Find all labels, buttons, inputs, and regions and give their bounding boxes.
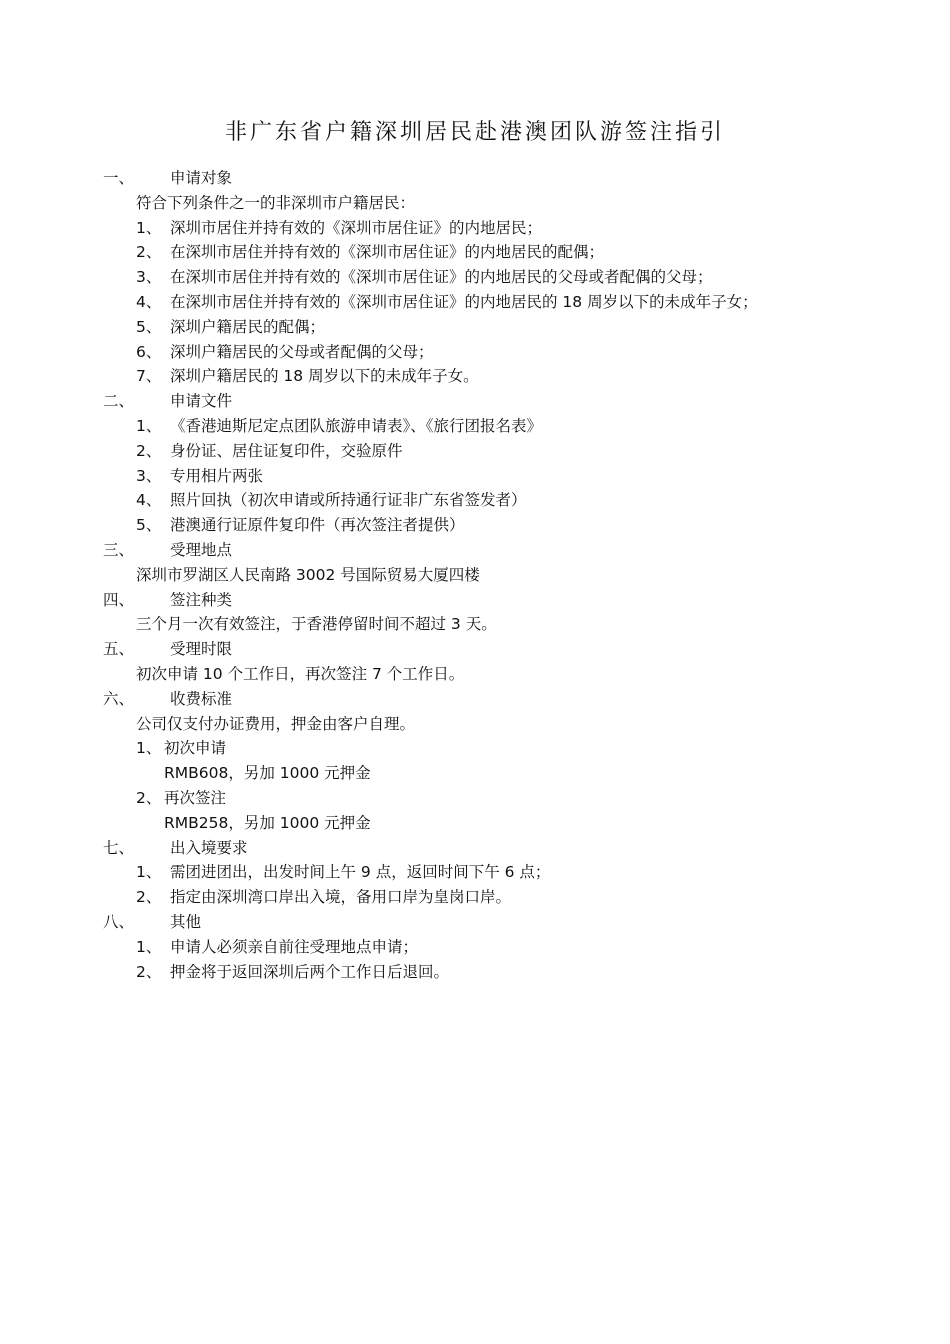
section-number: 二、 — [103, 392, 135, 411]
list-item — [0, 240, 950, 265]
section-heading — [0, 588, 950, 613]
item-text: 《香港迪斯尼定点团队旅游申请表》、《旅行团报名表》 — [170, 416, 543, 435]
section-heading — [0, 538, 950, 563]
item-text: 申请人必须亲自前往受理地点申请； — [170, 937, 419, 956]
item-number: 5、 — [136, 516, 162, 535]
section-title: 收费标准 — [170, 689, 233, 708]
fee-label: 再次签注 — [164, 788, 227, 807]
list-item — [0, 935, 950, 960]
item-number: 4、 — [136, 292, 162, 311]
section-title: 受理时限 — [170, 640, 233, 659]
section-heading — [0, 836, 950, 861]
section-number: 四、 — [103, 590, 135, 609]
section-title: 签注种类 — [170, 590, 233, 609]
item-text: 在深圳市居住并持有效的《深圳市居住证》的内地居民的配偶； — [170, 243, 605, 262]
list-item — [0, 513, 950, 538]
paragraph — [0, 712, 950, 737]
section-title: 受理地点 — [170, 540, 233, 559]
paragraph — [0, 563, 950, 588]
section-heading — [0, 166, 950, 191]
item-number: 2、 — [136, 888, 162, 907]
fee-amount-line — [0, 761, 950, 786]
item-number: 2、 — [136, 962, 162, 981]
item-number: 1、 — [136, 739, 162, 758]
item-number: 2、 — [136, 788, 162, 807]
item-text: 在深圳市居住并持有效的《深圳市居住证》的内地居民的 18 周岁以下的未成年子女； — [170, 292, 758, 311]
paragraph — [0, 191, 950, 216]
section-number: 六、 — [103, 689, 135, 708]
list-item — [0, 290, 950, 315]
item-text: 专用相片两张 — [170, 466, 264, 485]
item-number: 2、 — [136, 441, 162, 460]
section-heading — [0, 687, 950, 712]
document-body — [0, 166, 950, 984]
section-number: 七、 — [103, 838, 135, 857]
paragraph-text: 深圳市罗湖区人民南路 3002 号国际贸易大厦四楼 — [136, 565, 480, 584]
document-title: 非广东省户籍深圳居民赴港澳团队游签注指引 — [224, 120, 725, 145]
list-item — [0, 414, 950, 439]
item-number: 7、 — [136, 367, 162, 386]
fee-item — [0, 786, 950, 811]
paragraph-text: 符合下列条件之一的非深圳市户籍居民： — [136, 193, 416, 212]
item-text: 在深圳市居住并持有效的《深圳市居住证》的内地居民的父母或者配偶的父母； — [170, 268, 713, 287]
section-title: 其他 — [170, 912, 202, 931]
list-item — [0, 464, 950, 489]
item-number: 3、 — [136, 268, 162, 287]
section-number: 五、 — [103, 640, 135, 659]
paragraph — [0, 612, 950, 637]
item-number: 4、 — [136, 491, 162, 510]
item-text: 身份证、居住证复印件，交验原件 — [170, 441, 403, 460]
section-heading — [0, 637, 950, 662]
paragraph-text: 公司仅支付办证费用，押金由客户自理。 — [136, 714, 416, 733]
item-text: 押金将于返回深圳后两个工作日后退回。 — [170, 962, 450, 981]
list-item — [0, 216, 950, 241]
item-number: 1、 — [136, 416, 162, 435]
item-number: 5、 — [136, 317, 162, 336]
list-item — [0, 265, 950, 290]
item-number: 1、 — [136, 937, 162, 956]
item-text: 需团进团出，出发时间上午 9 点，返回时间下午 6 点； — [170, 863, 551, 882]
list-item — [0, 860, 950, 885]
list-item — [0, 364, 950, 389]
item-number: 1、 — [136, 218, 162, 237]
paragraph — [0, 662, 950, 687]
fee-amount-line — [0, 811, 950, 836]
section-number: 三、 — [103, 540, 135, 559]
list-item — [0, 340, 950, 365]
item-number: 6、 — [136, 342, 162, 361]
list-item — [0, 960, 950, 985]
item-number: 3、 — [136, 466, 162, 485]
list-item — [0, 885, 950, 910]
item-text: 深圳市居住并持有效的《深圳市居住证》的内地居民； — [170, 218, 543, 237]
section-title: 申请文件 — [170, 392, 233, 411]
section-number: 八、 — [103, 912, 135, 931]
list-item — [0, 439, 950, 464]
item-text: 深圳户籍居民的配偶； — [170, 317, 326, 336]
item-number: 2、 — [136, 243, 162, 262]
paragraph-text: 三个月一次有效签注，于香港停留时间不超过 3 天。 — [136, 615, 497, 634]
item-text: 指定由深圳湾口岸出入境，备用口岸为皇岗口岸。 — [170, 888, 512, 907]
section-heading — [0, 910, 950, 935]
section-title: 申请对象 — [170, 169, 233, 187]
fee-item — [0, 736, 950, 761]
item-text: 深圳户籍居民的 18 周岁以下的未成年子女。 — [170, 367, 479, 386]
item-number: 1、 — [136, 863, 162, 882]
section-number: 一、 — [103, 169, 135, 187]
list-item — [0, 315, 950, 340]
list-item — [0, 488, 950, 513]
item-text: 照片回执（初次申请或所持通行证非广东省签发者） — [170, 491, 527, 510]
fee-label: 初次申请 — [164, 739, 227, 758]
item-text: 深圳户籍居民的父母或者配偶的父母； — [170, 342, 434, 361]
section-heading — [0, 389, 950, 414]
section-title: 出入境要求 — [170, 838, 248, 857]
paragraph-text: 初次申请 10 个工作日，再次签注 7 个工作日。 — [136, 664, 465, 683]
fee-amount: RMB608，另加 1000 元押金 — [164, 764, 371, 783]
item-text: 港澳通行证原件复印件（再次签注者提供） — [170, 516, 465, 535]
fee-amount: RMB258，另加 1000 元押金 — [164, 813, 371, 832]
